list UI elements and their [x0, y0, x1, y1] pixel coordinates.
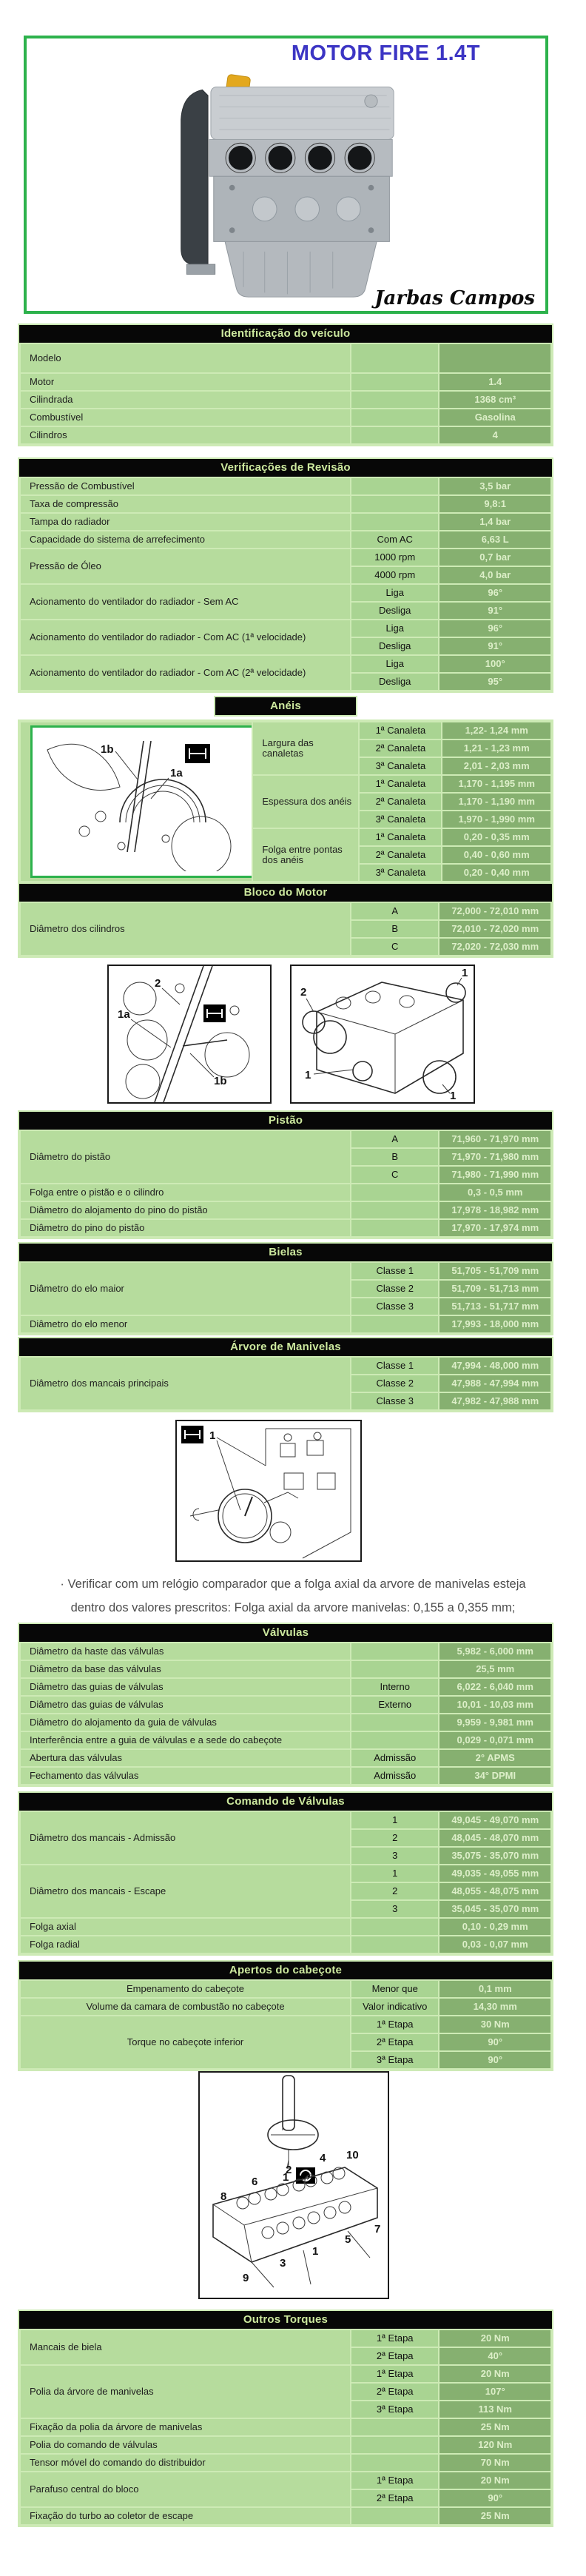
spec-value: 6,022 - 6,040 mm: [440, 1679, 550, 1695]
svg-text:2: 2: [286, 2164, 292, 2176]
spec-value: 72,010 - 72,020 mm: [440, 921, 550, 937]
table-bloco: [18, 882, 553, 958]
spec-row: [21, 2330, 550, 2347]
spec-row: [21, 392, 550, 408]
spec-row: [21, 374, 550, 390]
spec-value: 90°: [440, 2052, 550, 2068]
spec-qualifier: 2ª Canaleta: [360, 794, 441, 810]
spec-label: Parafuso central do bloco: [21, 2472, 350, 2506]
spec-qualifier: 2: [351, 1883, 438, 1899]
table-apertos: [18, 1960, 553, 2071]
spec-value: Gasolina: [440, 409, 550, 426]
spec-qualifier: [351, 1732, 438, 1748]
spec-value: 51,713 - 51,717 mm: [440, 1298, 550, 1315]
spec-value: 96°: [440, 620, 550, 637]
spec-qualifier: Com AC: [351, 531, 438, 548]
spec-label: Folga entre o pistão e o cilindro: [21, 1184, 350, 1201]
spec-value: 49,045 - 49,070 mm: [440, 1812, 550, 1828]
spec-value: 0,7 bar: [440, 549, 550, 566]
spec-qualifier: 2ª Canaleta: [360, 740, 441, 757]
svg-text:1: 1: [450, 1090, 457, 1102]
spec-label: Acionamento do ventilador do radiador - Sem AC: [21, 585, 350, 619]
page-title: MOTOR FIRE 1.4T: [291, 41, 480, 65]
spec-label: Acionamento do ventilador do radiador - Com AC (1ª velocidade): [21, 620, 350, 654]
table-verificacoes: [18, 457, 553, 693]
spec-row: [21, 585, 550, 601]
spec-value: 1,170 - 1,190 mm: [442, 794, 550, 810]
spec-value: 35,075 - 35,070 mm: [440, 1848, 550, 1864]
spec-qualifier: 3ª Etapa: [351, 2052, 438, 2068]
spec-qualifier: 1ª Canaleta: [360, 829, 441, 845]
spec-value: 2,01 - 2,03 mm: [442, 758, 550, 774]
spec-label: Fixação da polia da árvore de manivelas: [21, 2419, 350, 2435]
spec-row: [21, 1643, 550, 1660]
spec-qualifier: A: [351, 1131, 438, 1147]
spec-value: 47,988 - 47,994 mm: [440, 1375, 550, 1392]
engine-photo: [158, 73, 414, 306]
note-line-1: · Verificar com um relógio comparador que a folga axial da arvore de manivelas esteja: [60, 1577, 526, 1591]
section-header-verificacoes: Verificações de Revisão: [19, 459, 552, 477]
spec-label: Diâmetro do pistão: [21, 1131, 350, 1183]
note-line-2: dentro dos valores prescritos: Folga axial da arvore manivelas: 0,155 a 0,355 mm;: [70, 1601, 516, 1614]
spec-qualifier: C: [351, 939, 438, 955]
spec-value: 70 Nm: [440, 2455, 550, 2471]
svg-text:5: 5: [345, 2233, 351, 2246]
spec-qualifier: Classe 3: [351, 1298, 438, 1315]
spec-qualifier: Liga: [351, 656, 438, 672]
spec-qualifier: Interno: [351, 1679, 438, 1695]
spec-value: 1,970 - 1,990 mm: [442, 811, 550, 828]
spec-row: [21, 1750, 550, 1766]
spec-value: 30 Nm: [440, 2016, 550, 2033]
spec-row: [21, 1999, 550, 2015]
svg-text:7: 7: [374, 2223, 381, 2235]
section-header-outros: Outros Torques: [19, 2311, 552, 2329]
table-outros: [18, 2310, 553, 2527]
spec-qualifier: 1ª Etapa: [351, 2330, 438, 2347]
spec-qualifier: [351, 392, 438, 408]
spec-qualifier: 2: [351, 1830, 438, 1846]
spec-row: [21, 1202, 550, 1218]
section-header-pistao: Pistão: [19, 1112, 552, 1130]
spec-qualifier: Classe 1: [351, 1263, 438, 1279]
spec-value: 1,22- 1,24 mm: [442, 722, 550, 739]
spec-qualifier: [351, 514, 438, 530]
spec-value: 5,982 - 6,000 mm: [440, 1643, 550, 1660]
spec-label: Largura das canaletas: [253, 722, 358, 774]
svg-text:2: 2: [155, 977, 161, 990]
spec-qualifier: [351, 478, 438, 494]
spec-value: 48,045 - 48,070 mm: [440, 1830, 550, 1846]
spec-row: [21, 722, 550, 739]
spec-qualifier: 3ª Canaleta: [360, 811, 441, 828]
spec-label: Diâmetro da haste das válvulas: [21, 1643, 350, 1660]
spec-label: Diâmetro do pino do pistão: [21, 1220, 350, 1236]
spec-qualifier: [351, 1643, 438, 1660]
spec-qualifier: [351, 427, 438, 443]
engine-photo-frame: [24, 36, 548, 314]
spec-label: Diâmetro dos mancais - Admissão: [21, 1812, 350, 1864]
spec-label: Folga entre pontas dos anéis: [253, 829, 358, 881]
svg-text:6: 6: [252, 2176, 258, 2188]
svg-text:4: 4: [320, 2152, 326, 2164]
spec-qualifier: [351, 1714, 438, 1731]
spec-value: 72,020 - 72,030 mm: [440, 939, 550, 955]
spec-label: Fechamento das válvulas: [21, 1768, 350, 1784]
spec-label: Diâmetro das guias de válvulas: [21, 1679, 350, 1695]
spec-qualifier: [351, 2455, 438, 2471]
section-header-bielas: Bielas: [19, 1244, 552, 1261]
spec-qualifier: Valor indicativo: [351, 1999, 438, 2015]
spec-label: Abertura das válvulas: [21, 1750, 350, 1766]
spec-row: [21, 1679, 550, 1695]
spec-label: Acionamento do ventilador do radiador - Com AC (2ª velocidade): [21, 656, 350, 690]
spec-qualifier: [351, 344, 438, 372]
spec-row: [21, 427, 550, 443]
spec-value: 1,21 - 1,23 mm: [442, 740, 550, 757]
crankshaft-axial-play-note: [0, 1572, 586, 1620]
spec-value: 20 Nm: [440, 2366, 550, 2382]
spec-label: Torque no cabeçote inferior: [21, 2016, 350, 2068]
spec-value: 1,4 bar: [440, 514, 550, 530]
spec-value: 47,994 - 48,000 mm: [440, 1358, 550, 1374]
spec-qualifier: Classe 3: [351, 1393, 438, 1409]
spec-qualifier: [351, 374, 438, 390]
section-header-apertos: Apertos do cabeçote: [19, 1962, 552, 1979]
spec-row: [21, 1220, 550, 1236]
spec-qualifier: 3ª Canaleta: [360, 758, 441, 774]
section-header-bloco: Bloco do Motor: [19, 884, 552, 902]
spec-label: Polia da árvore de manivelas: [21, 2366, 350, 2418]
spec-value: 48,055 - 48,075 mm: [440, 1883, 550, 1899]
spec-qualifier: [351, 1661, 438, 1677]
spec-label: Tensor móvel do comando do distribuidor: [21, 2455, 350, 2471]
spec-row: [21, 1981, 550, 1997]
spec-value: 96°: [440, 585, 550, 601]
section-header-arvore: Árvore de Manivelas: [19, 1338, 552, 1356]
spec-row: [21, 514, 550, 530]
section-header-valvulas: Válvulas: [19, 1624, 552, 1642]
spec-value: 107°: [440, 2384, 550, 2400]
spec-label: Pressão de Óleo: [21, 549, 350, 583]
spec-value: 91°: [440, 638, 550, 654]
spec-qualifier: 1ª Etapa: [351, 2016, 438, 2033]
spec-value: 0,029 - 0,071 mm: [440, 1732, 550, 1748]
spec-row: [21, 620, 550, 637]
svg-text:1: 1: [209, 1429, 216, 1442]
head-torque-sequence-figure: [198, 2071, 389, 2299]
spec-qualifier: 1: [351, 1865, 438, 1882]
spec-value: 10,01 - 10,03 mm: [440, 1697, 550, 1713]
spec-label: Empenamento do cabeçote: [21, 1981, 350, 1997]
spec-qualifier: B: [351, 1149, 438, 1165]
spec-row: [21, 1936, 550, 1953]
ring-measurement-figure: [21, 722, 252, 881]
spec-row: [21, 2016, 550, 2033]
svg-text:1: 1: [305, 1069, 311, 1081]
spec-row: [21, 2455, 550, 2471]
spec-row: [21, 344, 550, 372]
spec-value: 9,959 - 9,981 mm: [440, 1714, 550, 1731]
spec-value: 0,40 - 0,60 mm: [442, 847, 550, 863]
spec-qualifier: [351, 2437, 438, 2453]
spec-value: 3,5 bar: [440, 478, 550, 494]
spec-value: 0,20 - 0,40 mm: [442, 865, 550, 881]
spec-row: [21, 1768, 550, 1784]
cylinder-bore-gauge-figure: [107, 965, 272, 1104]
spec-qualifier: Desliga: [351, 674, 438, 690]
spec-value: 49,035 - 49,055 mm: [440, 1865, 550, 1882]
spec-qualifier: Admissão: [351, 1768, 438, 1784]
spec-qualifier: Externo: [351, 1697, 438, 1713]
spec-qualifier: Classe 2: [351, 1375, 438, 1392]
spec-row: [21, 1131, 550, 1147]
spec-row: [21, 1358, 550, 1374]
spec-row: [21, 1316, 550, 1332]
svg-text:8: 8: [220, 2190, 227, 2203]
spec-qualifier: Menor que: [351, 1981, 438, 1997]
section-header-comando: Comando de Válvulas: [19, 1793, 552, 1811]
spec-value: 47,982 - 47,988 mm: [440, 1393, 550, 1409]
spec-qualifier: [351, 496, 438, 512]
spec-value: 4: [440, 427, 550, 443]
spec-qualifier: [351, 1316, 438, 1332]
spec-label: Volume da camara de combustão no cabeçote: [21, 1999, 350, 2015]
spec-label: Motor: [21, 374, 350, 390]
spec-row: [21, 478, 550, 494]
spec-qualifier: [351, 1919, 438, 1935]
spec-qualifier: [351, 2419, 438, 2435]
spec-value: 20 Nm: [440, 2472, 550, 2489]
svg-text:1: 1: [312, 2245, 319, 2258]
spec-qualifier: [351, 1184, 438, 1201]
spec-value: 9,8:1: [440, 496, 550, 512]
spec-label: Combustível: [21, 409, 350, 426]
spec-row: [21, 2437, 550, 2453]
spec-value: 71,960 - 71,970 mm: [440, 1131, 550, 1147]
table-valvulas: [18, 1623, 553, 1787]
spec-row: [21, 1714, 550, 1731]
spec-qualifier: 2ª Etapa: [351, 2034, 438, 2050]
spec-value: 51,705 - 51,709 mm: [440, 1263, 550, 1279]
spec-qualifier: [351, 2508, 438, 2524]
spec-qualifier: 2ª Etapa: [351, 2384, 438, 2400]
spec-qualifier: [351, 1936, 438, 1953]
spec-label: Capacidade do sistema de arrefecimento: [21, 531, 350, 548]
spec-value: 71,980 - 71,990 mm: [440, 1167, 550, 1183]
spec-value: 6,63 L: [440, 531, 550, 548]
spec-value: 20 Nm: [440, 2330, 550, 2347]
spec-value: 40°: [440, 2348, 550, 2364]
spec-value: 17,970 - 17,974 mm: [440, 1220, 550, 1236]
svg-text:1b: 1b: [101, 743, 114, 756]
spec-row: [21, 903, 550, 919]
spec-label: Diâmetro dos mancais principais: [21, 1358, 350, 1409]
spec-qualifier: Desliga: [351, 603, 438, 619]
svg-text:1: 1: [283, 2171, 289, 2184]
spec-label: Diâmetro do alojamento do pino do pistão: [21, 1202, 350, 1218]
spec-value: 71,970 - 71,980 mm: [440, 1149, 550, 1165]
spec-label: Tampa do radiador: [21, 514, 350, 530]
spec-qualifier: Liga: [351, 585, 438, 601]
spec-row: [21, 2419, 550, 2435]
spec-label: Mancais de biela: [21, 2330, 350, 2364]
spec-qualifier: A: [351, 903, 438, 919]
spec-qualifier: 1000 rpm: [351, 549, 438, 566]
svg-text:1a: 1a: [118, 1008, 130, 1021]
spec-value: 35,045 - 35,070 mm: [440, 1901, 550, 1917]
spec-row: [21, 1812, 550, 1828]
table-comando: [18, 1791, 553, 1956]
spec-label: Diâmetro das guias de válvulas: [21, 1697, 350, 1713]
spec-value: 1,170 - 1,195 mm: [442, 776, 550, 792]
spec-value: 0,20 - 0,35 mm: [442, 829, 550, 845]
spec-value: 4,0 bar: [440, 567, 550, 583]
spec-label: Diâmetro dos mancais - Escape: [21, 1865, 350, 1917]
spec-qualifier: Classe 2: [351, 1281, 438, 1297]
spec-value: 25 Nm: [440, 2419, 550, 2435]
spec-value: 2° APMS: [440, 1750, 550, 1766]
spec-row: [21, 409, 550, 426]
spec-qualifier: Liga: [351, 620, 438, 637]
spec-row: [21, 1732, 550, 1748]
spec-row: [21, 1865, 550, 1882]
spec-value: 25,5 mm: [440, 1661, 550, 1677]
spec-qualifier: 3ª Canaleta: [360, 865, 441, 881]
spec-row: [21, 1697, 550, 1713]
spec-qualifier: [351, 1202, 438, 1218]
spec-value: 14,30 mm: [440, 1999, 550, 2015]
spec-qualifier: 1ª Etapa: [351, 2366, 438, 2382]
svg-text:1: 1: [462, 967, 468, 979]
spec-label: Diâmetro dos cilindros: [21, 903, 350, 955]
table-pistao: [18, 1110, 553, 1239]
spec-label: Diâmetro do alojamento da guia de válvulas: [21, 1714, 350, 1731]
spec-row: [21, 1919, 550, 1935]
spec-qualifier: C: [351, 1167, 438, 1183]
spec-qualifier: [351, 1220, 438, 1236]
section-header-aneis: Anéis: [215, 697, 356, 715]
svg-text:3: 3: [280, 2257, 286, 2270]
spec-label: Modelo: [21, 344, 350, 372]
spec-row: [21, 1184, 550, 1201]
spec-label: Cilindrada: [21, 392, 350, 408]
spec-value: 34° DPMI: [440, 1768, 550, 1784]
spec-label: Polia do comando de válvulas: [21, 2437, 350, 2453]
spec-qualifier: 1: [351, 1812, 438, 1828]
spec-value: 95°: [440, 674, 550, 690]
spec-label: Diâmetro do elo menor: [21, 1316, 350, 1332]
spec-value: 17,978 - 18,982 mm: [440, 1202, 550, 1218]
spec-label: Cilindros: [21, 427, 350, 443]
spec-label: Fixação do turbo ao coletor de escape: [21, 2508, 350, 2524]
spec-label: Taxa de compressão: [21, 496, 350, 512]
spec-value: 113 Nm: [440, 2401, 550, 2418]
spec-row: [21, 549, 550, 566]
spec-value: 0,1 mm: [440, 1981, 550, 1997]
spec-value: 72,000 - 72,010 mm: [440, 903, 550, 919]
table-identificacao: [18, 323, 553, 446]
spec-value: 51,709 - 51,713 mm: [440, 1281, 550, 1297]
spec-qualifier: 3: [351, 1848, 438, 1864]
section-header-identificacao: Identificação do veículo: [19, 325, 552, 343]
engine-block-seals-figure: [290, 965, 475, 1104]
spec-label: Folga axial: [21, 1919, 350, 1935]
spec-qualifier: Classe 1: [351, 1358, 438, 1374]
spec-value: 25 Nm: [440, 2508, 550, 2524]
spec-qualifier: B: [351, 921, 438, 937]
svg-text:2: 2: [300, 986, 307, 999]
table-arvore: [18, 1337, 553, 1412]
spec-qualifier: 2ª Etapa: [351, 2490, 438, 2506]
svg-text:10: 10: [346, 2149, 359, 2161]
spec-qualifier: [351, 409, 438, 426]
spec-label: Diâmetro do elo maior: [21, 1263, 350, 1315]
spec-label: Folga radial: [21, 1936, 350, 1953]
spec-row: [21, 2366, 550, 2382]
spec-value: 90°: [440, 2034, 550, 2050]
spec-value: 1368 cm³: [440, 392, 550, 408]
spec-value: 0,3 - 0,5 mm: [440, 1184, 550, 1201]
spec-label: Diâmetro da base das válvulas: [21, 1661, 350, 1677]
spec-row: [21, 2472, 550, 2489]
spec-qualifier: 4000 rpm: [351, 567, 438, 583]
spec-value: 100°: [440, 656, 550, 672]
spec-value: 0,10 - 0,29 mm: [440, 1919, 550, 1935]
spec-row: [21, 1263, 550, 1279]
spec-value: 91°: [440, 603, 550, 619]
spec-row: [21, 1661, 550, 1677]
table-bielas: [18, 1242, 553, 1335]
spec-label: Espessura dos anéis: [253, 776, 358, 828]
spec-row: [21, 496, 550, 512]
crankshaft-dial-gauge-figure: [175, 1420, 362, 1562]
spec-qualifier: 1ª Etapa: [351, 2472, 438, 2489]
spec-qualifier: 1ª Canaleta: [360, 776, 441, 792]
spec-row: [21, 656, 550, 672]
spec-value: 120 Nm: [440, 2437, 550, 2453]
spec-qualifier: Desliga: [351, 638, 438, 654]
spec-value: 0,03 - 0,07 mm: [440, 1936, 550, 1953]
table-aneis: [18, 696, 553, 884]
spec-value: 1.4: [440, 374, 550, 390]
spec-qualifier: 1ª Canaleta: [360, 722, 441, 739]
author-signature: Jarbas Campos: [374, 287, 535, 309]
spec-value: 17,993 - 18,000 mm: [440, 1316, 550, 1332]
svg-text:1a: 1a: [170, 767, 183, 779]
spec-qualifier: 2ª Etapa: [351, 2348, 438, 2364]
svg-text:9: 9: [243, 2272, 249, 2284]
svg-text:1b: 1b: [214, 1075, 227, 1087]
spec-value: [440, 344, 550, 372]
spec-value: 90°: [440, 2490, 550, 2506]
spec-qualifier: 3ª Etapa: [351, 2401, 438, 2418]
spec-row: [21, 531, 550, 548]
spec-label: Pressão de Combustível: [21, 478, 350, 494]
spec-row: [21, 2508, 550, 2524]
spec-qualifier: Admissão: [351, 1750, 438, 1766]
section-header-bar-aneis: [214, 696, 357, 717]
spec-qualifier: 3: [351, 1901, 438, 1917]
spec-qualifier: 2ª Canaleta: [360, 847, 441, 863]
spec-label: Interferência entre a guia de válvulas e a sede do cabeçote: [21, 1732, 350, 1748]
